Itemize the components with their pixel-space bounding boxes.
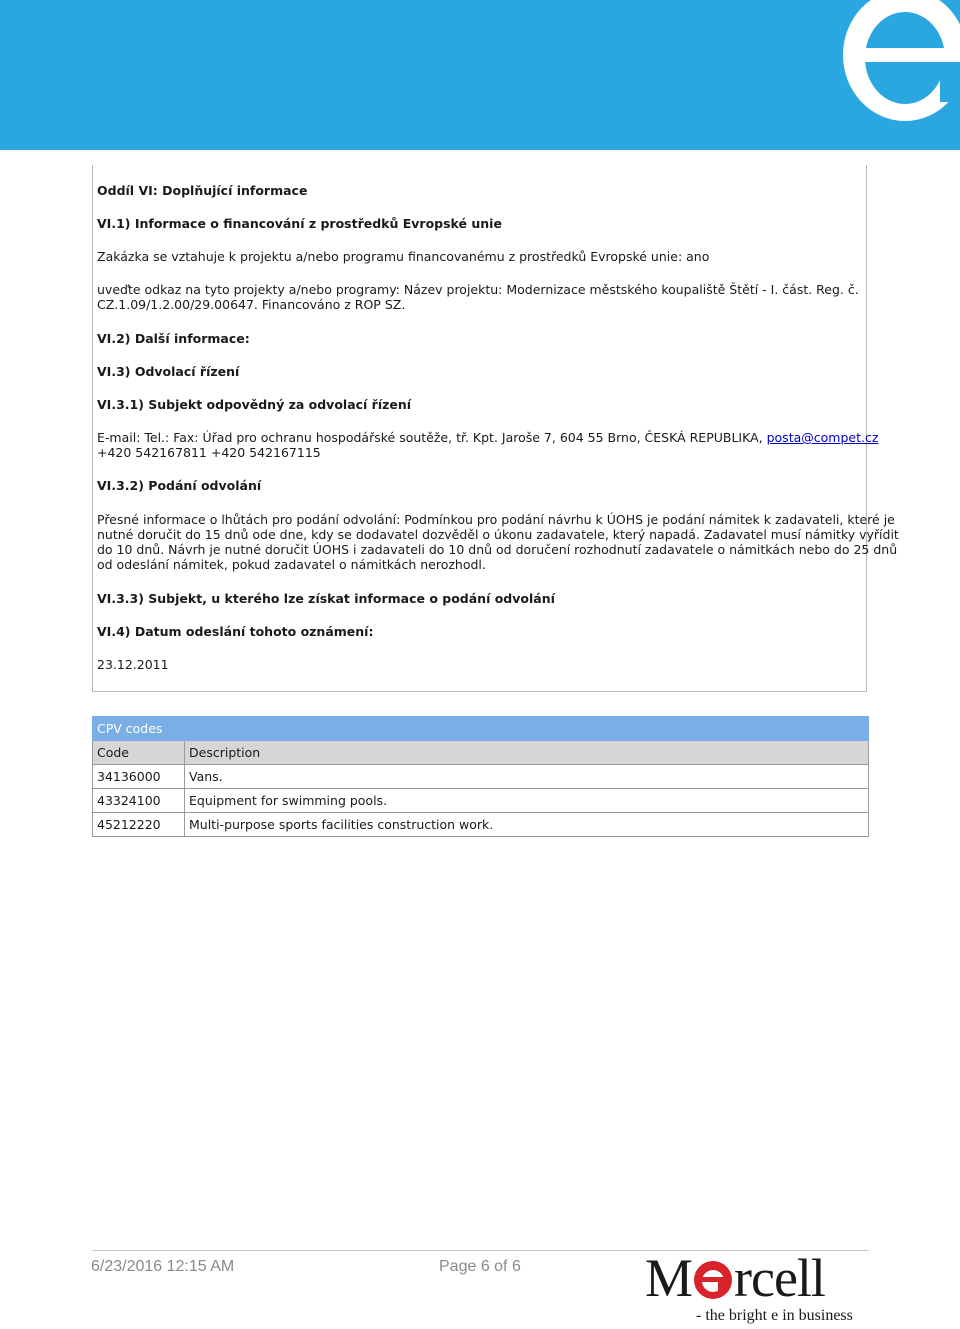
cpv-table — [92, 716, 869, 837]
vi4-date: 23.12.2011 — [97, 657, 169, 672]
red-e-logo-icon — [693, 1260, 733, 1300]
cpv-title: CPV codes — [93, 717, 869, 741]
section-box — [92, 165, 867, 692]
cpv-code: 45212220 — [93, 813, 185, 837]
table-row — [93, 765, 869, 789]
vi32-text-line3: do 10 dnů. Návrh je nutné doručit ÚOHS i zadavateli do 10 dnů od doručení rozhodnutí zadavatele o námitkách nebo do 25 dnů — [97, 542, 898, 557]
vi32-heading: VI.3.2) Podání odvolání — [97, 478, 262, 493]
vi1-statement: Zakázka se vztahuje k projektu a/nebo programu financovanému z prostředků Evropské unie: ano — [97, 249, 710, 264]
vi32-text-line4: od odeslání námitek, pokud zadavatel o námitkách nerozhodl. — [97, 557, 486, 572]
column-header-description: Description — [185, 741, 869, 765]
vi2-heading: VI.2) Další informace: — [97, 331, 250, 346]
footer-timestamp: 6/23/2016 12:15 AM — [91, 1258, 235, 1275]
vi1-heading: VI.1) Informace o financování z prostředků Evropské unie — [97, 216, 502, 231]
email-link[interactable]: posta@compet.cz — [766, 430, 879, 445]
column-header-code: Code — [93, 741, 185, 765]
logo-tagline: - the bright e in business — [696, 1307, 853, 1324]
vi31-contact-line1 — [97, 430, 878, 445]
cpv-description: Multi-purpose sports facilities construction work. — [185, 813, 869, 837]
marcell-logo — [645, 1248, 825, 1308]
header-banner — [0, 0, 960, 160]
vi1-reference-line1: uveďte odkaz na tyto projekty a/nebo programy: Název projektu: Modernizace městského koupaliště Štětí - I. část. Reg. č. — [97, 282, 859, 297]
vi32-text-line2: nutné doručit do 15 dnů ode dne, kdy se dodavatel dozvěděl o úkonu zadavatele, který napadá. Zadavatel musí námitky vyřídit — [97, 527, 899, 542]
table-row — [93, 813, 869, 837]
vi31-contact-line2: +420 542167811 +420 542167115 — [97, 445, 321, 460]
vi31-heading: VI.3.1) Subjekt odpovědný za odvolací řízení — [97, 397, 412, 412]
cpv-table-header — [93, 717, 869, 741]
vi4-heading: VI.4) Datum odeslání tohoto oznámení: — [97, 624, 374, 639]
vi33-heading: VI.3.3) Subjekt, u kterého lze získat informace o podání odvolání — [97, 591, 555, 606]
cpv-description: Vans. — [185, 765, 869, 789]
table-row — [93, 789, 869, 813]
vi32-text-line1: Přesné informace o lhůtách pro podání odvolání: Podmínkou pro podání návrhu k ÚOHS je podání námitek k zadavateli, které je — [97, 512, 895, 527]
logo-text-m: M — [645, 1248, 693, 1308]
vi3-heading: VI.3) Odvolací řízení — [97, 364, 240, 379]
section-title: Oddíl VI: Doplňující informace — [97, 183, 308, 198]
cpv-description: Equipment for swimming pools. — [185, 789, 869, 813]
cpv-code: 34136000 — [93, 765, 185, 789]
footer-page-number: Page 6 of 6 — [439, 1258, 521, 1275]
cpv-column-headers — [93, 741, 869, 765]
vi31-contact-text: E-mail: Tel.: Fax: Úřad pro ochranu hospodářské soutěže, tř. Kpt. Jaroše 7, 604 55 Brno, ČESKÁ REPUBLIKA, — [97, 430, 763, 445]
cpv-code: 43324100 — [93, 789, 185, 813]
vi1-reference-line2: CZ.1.09/1.2.00/29.00647. Financováno z ROP SZ. — [97, 297, 406, 312]
logo-text-rcell: rcell — [734, 1248, 825, 1308]
